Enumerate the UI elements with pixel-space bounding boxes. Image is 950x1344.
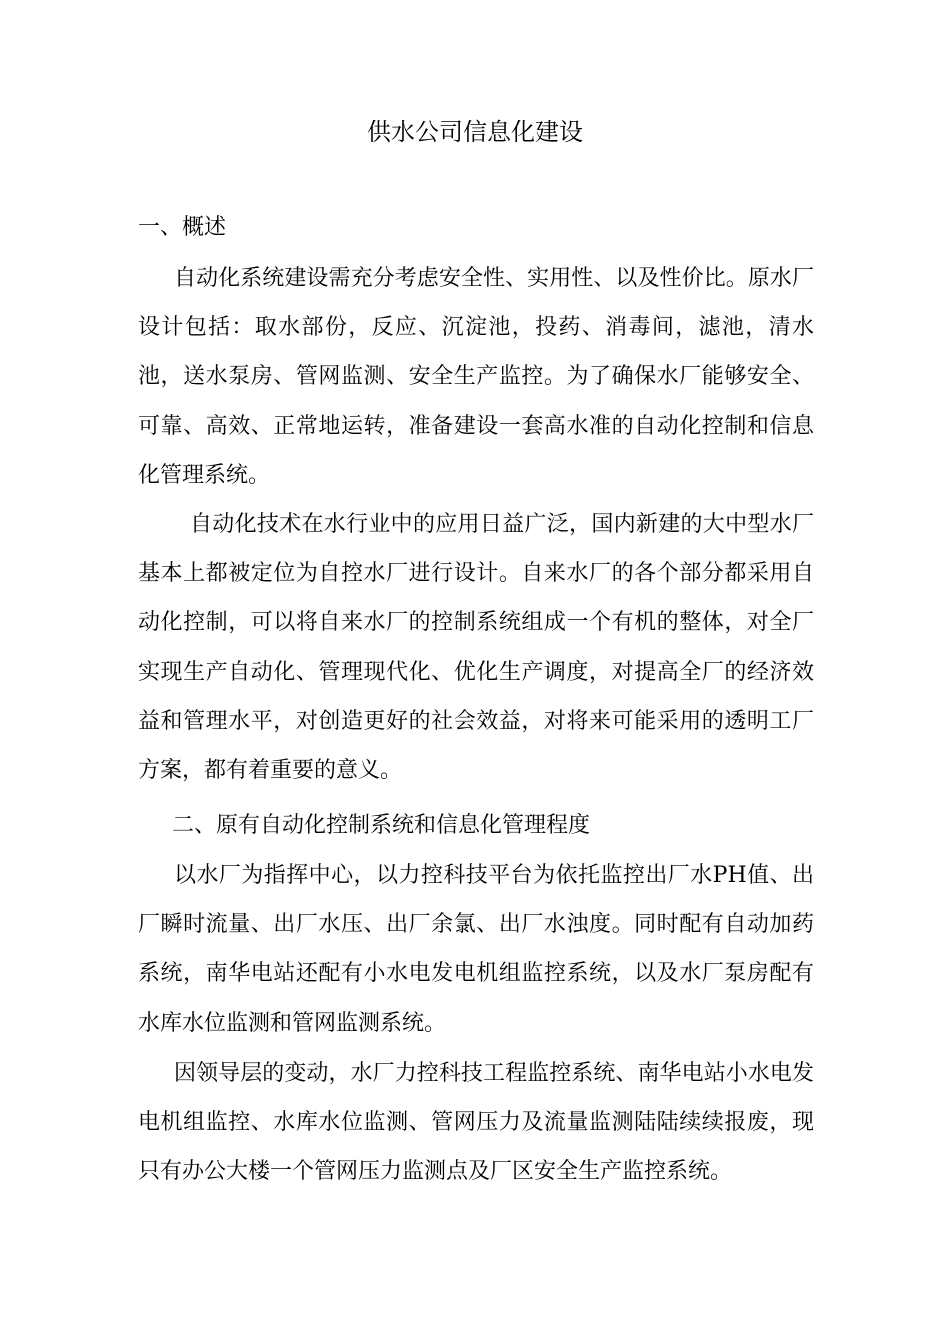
document-title: 供水公司信息化建设 [367,118,583,146]
section-heading-overview: 一、概述 [138,215,227,240]
paragraph-overview-2: 自动化技术在水行业中的应用日益广泛，国内新建的大中型水厂基本上都被定位为自控水厂进行设计。自来水厂的各个部分都采用自动化控制，可以将自来水厂的控制系统组成一个有机的整体，对全厂实现生产自动化、管理现代化、优化生产调度，对提高全厂的经济效益和管理水平，对创造更好的社会效益，对将来可能采用的透明工厂方案，都有着重要的意义。 [138,512,814,784]
paragraph-existing-systems-1: 以水厂为指挥中心，以力控科技平台为依托监控出厂水PH值、出厂瞬时流量、出厂水压、出厂余氯、出厂水浊度。同时配有自动加药系统，南华电站还配有小水电发电机组监控系统，以及水厂泵房配有水库水位监测和管网监测系统。 [138,863,814,1036]
section-heading-existing-systems: 二、原有自动化控制系统和信息化管理程度 [172,813,591,838]
paragraph-overview-1: 自动化系统建设需充分考虑安全性、实用性、以及性价比。原水厂设计包括：取水部份，反应、沉淀池，投药、消毒间，滤池，清水池，送水泵房、管网监测、安全生产监控。为了确保水厂能够安全、可靠、高效、正常地运转，准备建设一套高水准的自动化控制和信息化管理系统。 [138,266,814,488]
paragraph-existing-systems-2: 因领导层的变动，水厂力控科技工程监控系统、南华电站小水电发电机组监控、水库水位监测、管网压力及流量监测陆陆续续报废，现只有办公大楼一个管网压力监测点及厂区安全生产监控系统。 [138,1061,814,1185]
